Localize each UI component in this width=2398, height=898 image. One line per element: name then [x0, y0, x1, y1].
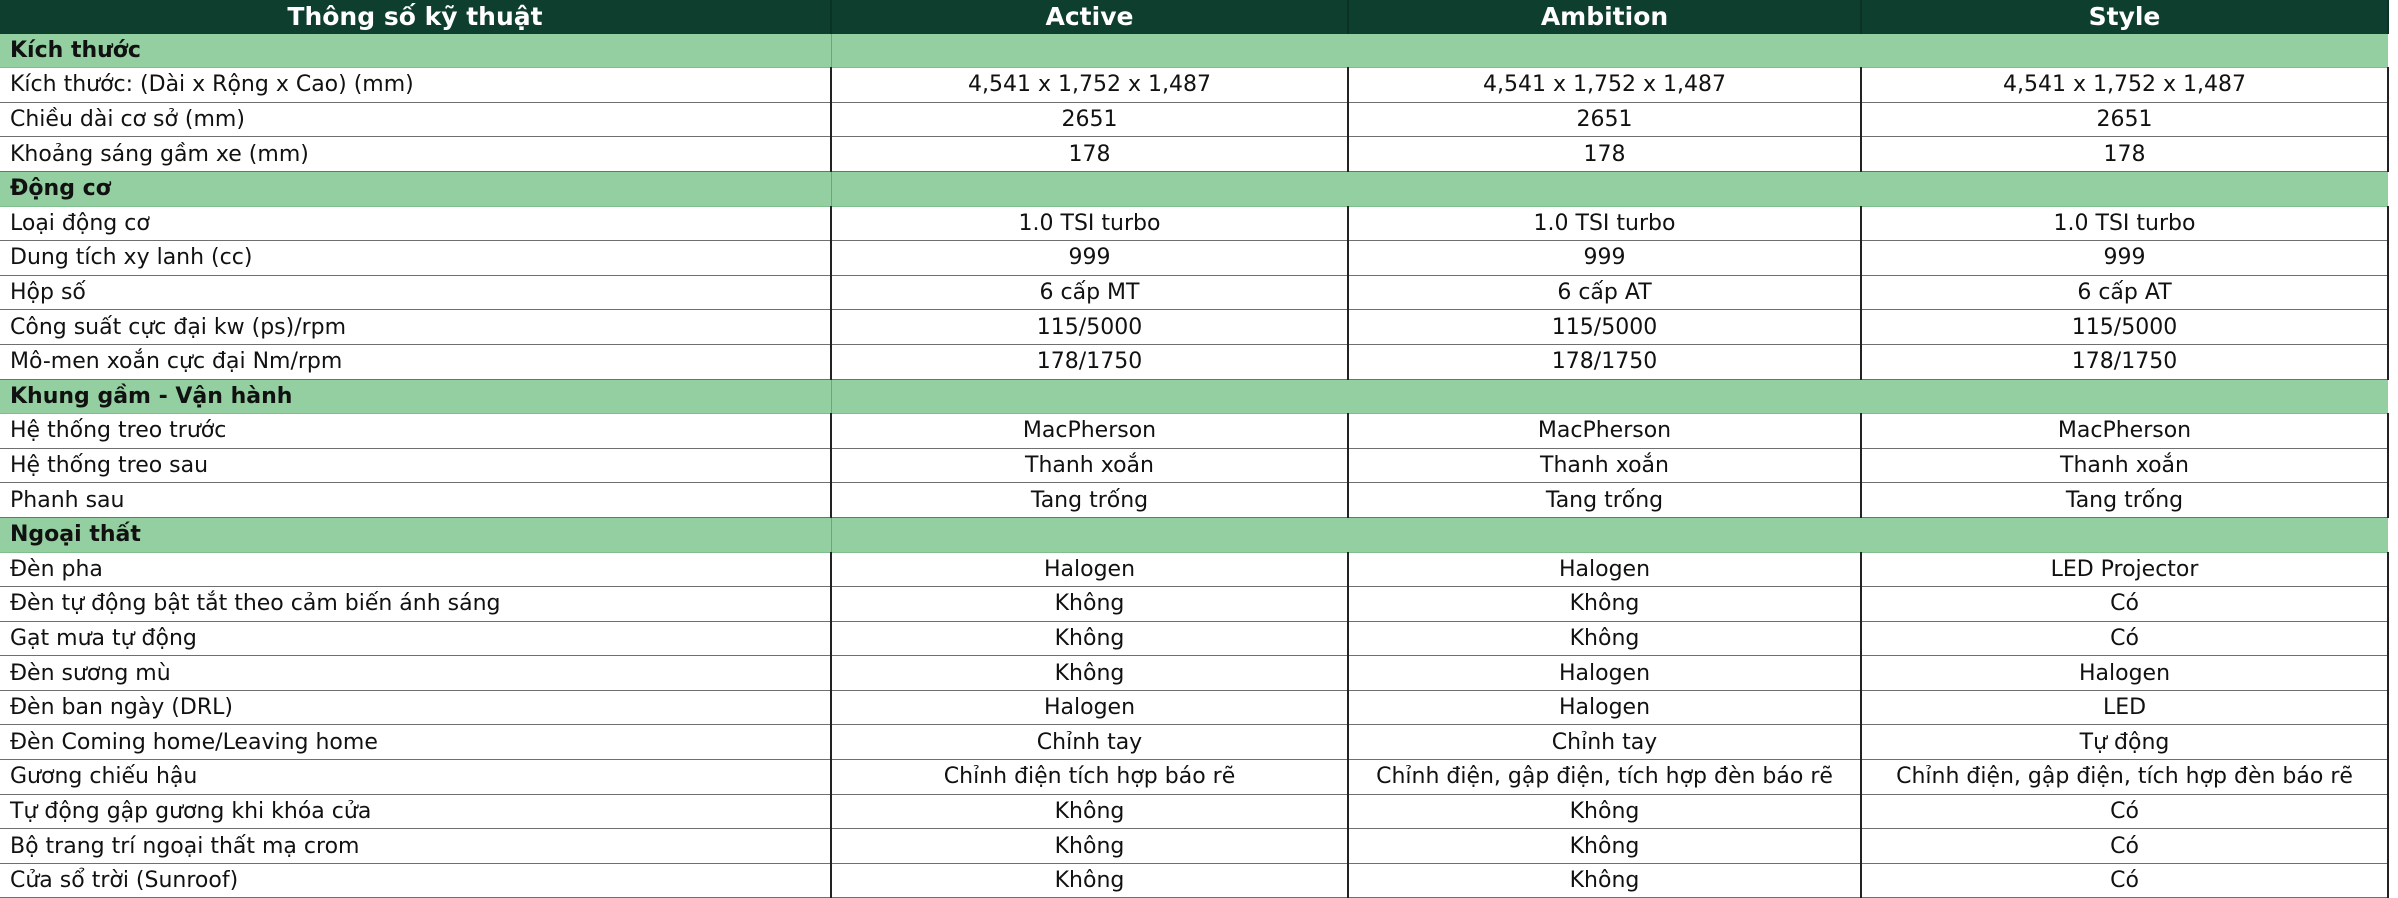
- table-row: [0, 344, 2388, 379]
- cell-ambition: 999: [1348, 241, 1861, 276]
- table-row: [0, 794, 2388, 829]
- cell-style: Có: [1861, 794, 2388, 829]
- table-row: [0, 448, 2388, 483]
- cell-style: 1.0 TSI turbo: [1861, 206, 2388, 241]
- cell-ambition: Halogen: [1348, 552, 1861, 587]
- cell-ambition: Không: [1348, 829, 1861, 864]
- cell-ambition: 6 cấp AT: [1348, 275, 1861, 310]
- cell-ambition: Chỉnh điện, gập điện, tích hợp đèn báo rẽ: [1348, 760, 1861, 795]
- cell-ambition: 178/1750: [1348, 344, 1861, 379]
- section-title: Động cơ: [0, 171, 831, 206]
- cell-style: 178/1750: [1861, 344, 2388, 379]
- table-row: [0, 137, 2388, 172]
- row-label: Hệ thống treo sau: [0, 448, 831, 483]
- row-label: Đèn pha: [0, 552, 831, 587]
- cell-active: Không: [831, 656, 1348, 691]
- table-row: [0, 552, 2388, 587]
- table-row: [0, 102, 2388, 137]
- cell-active: Halogen: [831, 690, 1348, 725]
- table-row: [0, 68, 2388, 103]
- table-row: [0, 275, 2388, 310]
- header-row: [0, 0, 2388, 34]
- cell-style: LED Projector: [1861, 552, 2388, 587]
- cell-active: Không: [831, 587, 1348, 622]
- cell-ambition: Không: [1348, 794, 1861, 829]
- cell-ambition: 178: [1348, 137, 1861, 172]
- cell-ambition: Không: [1348, 863, 1861, 898]
- cell-active: 1.0 TSI turbo: [831, 206, 1348, 241]
- cell-style: LED: [1861, 690, 2388, 725]
- row-label: Hệ thống treo trước: [0, 414, 831, 449]
- cell-ambition: 4,541 x 1,752 x 1,487: [1348, 68, 1861, 103]
- cell-style: Có: [1861, 829, 2388, 864]
- cell-active: Không: [831, 829, 1348, 864]
- cell-style: 6 cấp AT: [1861, 275, 2388, 310]
- table-row: [0, 656, 2388, 691]
- row-label: Gạt mưa tự động: [0, 621, 831, 656]
- row-label: Phanh sau: [0, 483, 831, 518]
- header-ambition: Ambition: [1348, 0, 1861, 34]
- cell-style: Có: [1861, 621, 2388, 656]
- row-label: Tự động gập gương khi khóa cửa: [0, 794, 831, 829]
- table-row: [0, 241, 2388, 276]
- cell-active: Chỉnh tay: [831, 725, 1348, 760]
- cell-style: Có: [1861, 863, 2388, 898]
- cell-ambition: Halogen: [1348, 690, 1861, 725]
- cell-style: 4,541 x 1,752 x 1,487: [1861, 68, 2388, 103]
- header-spec: Thông số kỹ thuật: [0, 0, 831, 34]
- section-title: Kích thước: [0, 34, 831, 68]
- row-label: Đèn tự động bật tắt theo cảm biến ánh sáng: [0, 587, 831, 622]
- cell-style: Chỉnh điện, gập điện, tích hợp đèn báo rẽ: [1861, 760, 2388, 795]
- cell-ambition: MacPherson: [1348, 414, 1861, 449]
- table-row: [0, 587, 2388, 622]
- cell-style: Thanh xoắn: [1861, 448, 2388, 483]
- section-fill: [831, 379, 2388, 414]
- cell-style: 178: [1861, 137, 2388, 172]
- cell-active: 178/1750: [831, 344, 1348, 379]
- table-row: [0, 690, 2388, 725]
- table-row: [0, 414, 2388, 449]
- cell-ambition: Chỉnh tay: [1348, 725, 1861, 760]
- cell-active: 115/5000: [831, 310, 1348, 345]
- section-row: [0, 171, 2388, 206]
- section-fill: [831, 171, 2388, 206]
- cell-style: MacPherson: [1861, 414, 2388, 449]
- cell-ambition: Không: [1348, 587, 1861, 622]
- section-row: [0, 517, 2388, 552]
- cell-style: Tang trống: [1861, 483, 2388, 518]
- cell-active: 178: [831, 137, 1348, 172]
- cell-active: Không: [831, 794, 1348, 829]
- section-title: Khung gầm - Vận hành: [0, 379, 831, 414]
- section-fill: [831, 34, 2388, 68]
- cell-active: Không: [831, 621, 1348, 656]
- spec-body: [0, 34, 2388, 898]
- cell-ambition: Thanh xoắn: [1348, 448, 1861, 483]
- row-label: Đèn ban ngày (DRL): [0, 690, 831, 725]
- row-label: Mô-men xoắn cực đại Nm/rpm: [0, 344, 831, 379]
- table-row: [0, 310, 2388, 345]
- row-label: Công suất cực đại kw (ps)/rpm: [0, 310, 831, 345]
- header-style: Style: [1861, 0, 2388, 34]
- cell-ambition: Halogen: [1348, 656, 1861, 691]
- cell-active: 999: [831, 241, 1348, 276]
- table-row: [0, 725, 2388, 760]
- row-label: Hộp số: [0, 275, 831, 310]
- table-row: [0, 829, 2388, 864]
- cell-active: 4,541 x 1,752 x 1,487: [831, 68, 1348, 103]
- row-label: Cửa sổ trời (Sunroof): [0, 863, 831, 898]
- section-title: Ngoại thất: [0, 517, 831, 552]
- cell-active: Thanh xoắn: [831, 448, 1348, 483]
- cell-active: MacPherson: [831, 414, 1348, 449]
- row-label: Dung tích xy lanh (cc): [0, 241, 831, 276]
- cell-active: Halogen: [831, 552, 1348, 587]
- cell-ambition: Không: [1348, 621, 1861, 656]
- cell-ambition: 2651: [1348, 102, 1861, 137]
- cell-active: 6 cấp MT: [831, 275, 1348, 310]
- section-row: [0, 34, 2388, 68]
- cell-active: Chỉnh điện tích hợp báo rẽ: [831, 760, 1348, 795]
- cell-ambition: 1.0 TSI turbo: [1348, 206, 1861, 241]
- row-label: Gương chiếu hậu: [0, 760, 831, 795]
- table-row: [0, 760, 2388, 795]
- cell-ambition: 115/5000: [1348, 310, 1861, 345]
- table-row: [0, 863, 2388, 898]
- cell-style: 2651: [1861, 102, 2388, 137]
- row-label: Chiều dài cơ sở (mm): [0, 102, 831, 137]
- table-row: [0, 483, 2388, 518]
- row-label: Kích thước: (Dài x Rộng x Cao) (mm): [0, 68, 831, 103]
- cell-active: Không: [831, 863, 1348, 898]
- section-row: [0, 379, 2388, 414]
- row-label: Loại động cơ: [0, 206, 831, 241]
- table-row: [0, 621, 2388, 656]
- cell-active: 2651: [831, 102, 1348, 137]
- section-fill: [831, 517, 2388, 552]
- row-label: Khoảng sáng gầm xe (mm): [0, 137, 831, 172]
- cell-style: Halogen: [1861, 656, 2388, 691]
- row-label: Bộ trang trí ngoại thất mạ crom: [0, 829, 831, 864]
- cell-style: 115/5000: [1861, 310, 2388, 345]
- cell-active: Tang trống: [831, 483, 1348, 518]
- cell-style: Tự động: [1861, 725, 2388, 760]
- table-row: [0, 206, 2388, 241]
- header-active: Active: [831, 0, 1348, 34]
- cell-style: Có: [1861, 587, 2388, 622]
- row-label: Đèn Coming home/Leaving home: [0, 725, 831, 760]
- cell-style: 999: [1861, 241, 2388, 276]
- row-label: Đèn sương mù: [0, 656, 831, 691]
- cell-ambition: Tang trống: [1348, 483, 1861, 518]
